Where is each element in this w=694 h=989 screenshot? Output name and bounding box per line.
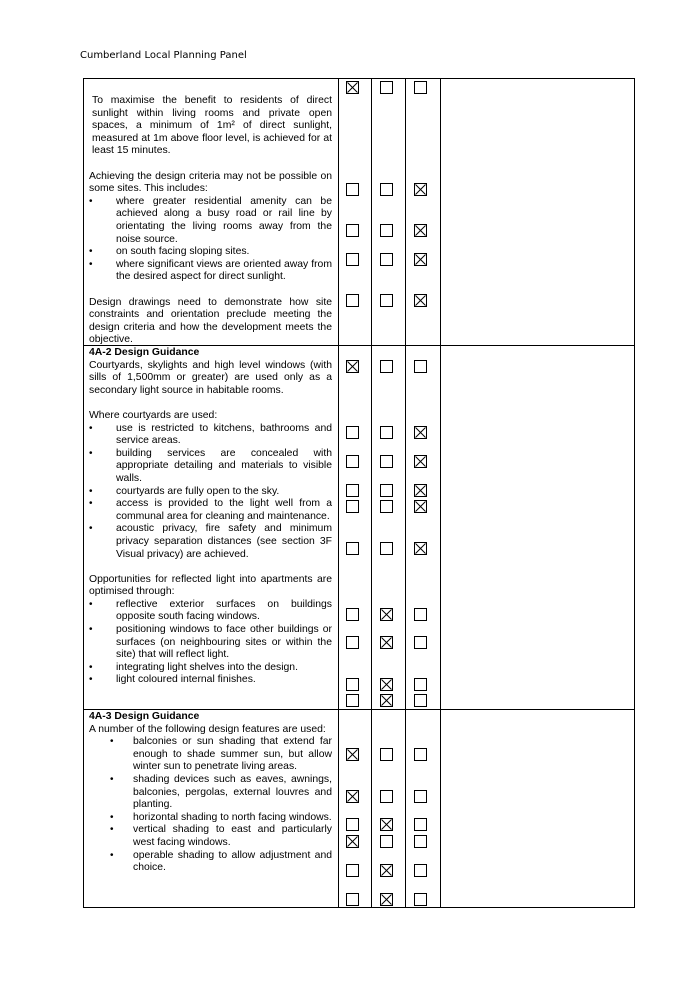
checkbox-checked[interactable]: [346, 790, 359, 803]
checkbox-checked[interactable]: [346, 81, 359, 94]
bullet-item: • access is provided to the light well from a communal area for cleaning and maintenance.: [89, 498, 332, 523]
checkbox-unchecked[interactable]: [380, 81, 393, 94]
checkbox-unchecked[interactable]: [380, 455, 393, 468]
checkbox-checked[interactable]: [414, 426, 427, 439]
checkbox-checked[interactable]: [346, 835, 359, 848]
checkbox-unchecked[interactable]: [414, 360, 427, 373]
page-header: Cumberland Local Planning Panel: [80, 50, 247, 61]
checkbox-checked[interactable]: [380, 608, 393, 621]
checkbox-unchecked[interactable]: [346, 694, 359, 707]
checkbox-checked[interactable]: [414, 455, 427, 468]
checkbox-unchecked[interactable]: [414, 835, 427, 848]
paragraph: Design drawings need to demonstrate how site constraints and orientation preclude meeting the design criteria and how the development meets the objective.: [89, 296, 332, 346]
bullet-item: • balconies or sun shading that extend far enough to shade summer sun, but allow winter sun to penetrate living areas.: [89, 736, 332, 774]
paragraph: Where courtyards are used:: [89, 409, 218, 421]
checkbox-checked[interactable]: [380, 893, 393, 906]
bullet-item: • use is restricted to kitchens, bathrooms and service areas.: [89, 423, 332, 448]
checkbox-unchecked[interactable]: [346, 678, 359, 691]
bullet-item: • reflective exterior surfaces on buildings opposite south facing windows.: [89, 599, 332, 624]
checkbox-unchecked[interactable]: [346, 608, 359, 621]
checkbox-unchecked[interactable]: [414, 893, 427, 906]
checkbox-unchecked[interactable]: [380, 484, 393, 497]
section-3-text: [89, 711, 332, 875]
bullet-item: • vertical shading to east and particularly west facing windows.: [89, 824, 332, 849]
checkbox-unchecked[interactable]: [346, 542, 359, 555]
checkbox-unchecked[interactable]: [380, 294, 393, 307]
bullet-item: • positioning windows to face other buildings or surfaces (on neighbouring sites or within the site) that will reflect light.: [89, 624, 332, 662]
checkbox-unchecked[interactable]: [346, 484, 359, 497]
checkbox-unchecked[interactable]: [414, 790, 427, 803]
bullet-item: • acoustic privacy, fire safety and minimum privacy separation distances (see section 3F Visual privacy) are achieved.: [89, 523, 332, 561]
checkbox-checked[interactable]: [380, 818, 393, 831]
bullet-item: • light coloured internal finishes.: [89, 674, 332, 687]
checkbox-unchecked[interactable]: [380, 542, 393, 555]
checkbox-unchecked[interactable]: [346, 864, 359, 877]
bullet-item: • where significant views are oriented away from the desired aspect for direct sunlight.: [89, 259, 332, 284]
checkbox-checked[interactable]: [380, 864, 393, 877]
checkbox-checked[interactable]: [380, 678, 393, 691]
bullet-item: • shading devices such as eaves, awnings, balconies, pergolas, external louvres and planting.: [89, 774, 332, 812]
bullet-item: • building services are concealed with appropriate detailing and materials to visible walls.: [89, 448, 332, 486]
checkbox-unchecked[interactable]: [380, 224, 393, 237]
checkbox-unchecked[interactable]: [346, 426, 359, 439]
bullet-item: • operable shading to allow adjustment and choice.: [89, 850, 332, 875]
checkbox-unchecked[interactable]: [414, 608, 427, 621]
checkbox-checked[interactable]: [414, 500, 427, 513]
checkbox-unchecked[interactable]: [346, 294, 359, 307]
checkbox-unchecked[interactable]: [380, 835, 393, 848]
checkbox-unchecked[interactable]: [414, 636, 427, 649]
checkbox-unchecked[interactable]: [346, 224, 359, 237]
bullet-item: • where greater residential amenity can be achieved along a busy road or rail line by orientating the living rooms away from the noise source.: [89, 196, 332, 246]
checkbox-unchecked[interactable]: [380, 500, 393, 513]
checkbox-unchecked[interactable]: [380, 790, 393, 803]
checkbox-checked[interactable]: [414, 183, 427, 196]
checkbox-unchecked[interactable]: [414, 748, 427, 761]
checkbox-checked[interactable]: [414, 542, 427, 555]
checkbox-unchecked[interactable]: [346, 183, 359, 196]
checkbox-unchecked[interactable]: [380, 426, 393, 439]
paragraph: Opportunities for reflected light into apartments are optimised through:: [89, 573, 332, 598]
checkbox-checked[interactable]: [414, 484, 427, 497]
section-heading: 4A-2 Design Guidance: [89, 347, 200, 358]
checkbox-unchecked[interactable]: [414, 81, 427, 94]
checkbox-unchecked[interactable]: [346, 818, 359, 831]
section-2-text: [89, 347, 332, 687]
checkbox-checked[interactable]: [380, 636, 393, 649]
checkbox-unchecked[interactable]: [346, 455, 359, 468]
checkbox-unchecked[interactable]: [414, 678, 427, 691]
section-1-text: [89, 95, 332, 347]
checkbox-unchecked[interactable]: [346, 636, 359, 649]
paragraph: To maximise the benefit to residents of direct sunlight within living rooms and private open spaces, a minimum of 1m² of direct sunlight, measured at 1m above floor level, is achieved for at least 15 minutes.: [92, 95, 332, 157]
checkbox-unchecked[interactable]: [380, 360, 393, 373]
checkbox-unchecked[interactable]: [414, 818, 427, 831]
checkbox-unchecked[interactable]: [414, 694, 427, 707]
checkbox-checked[interactable]: [414, 224, 427, 237]
bullet-item: • integrating light shelves into the design.: [89, 662, 332, 675]
paragraph: Achieving the design criteria may not be possible on some sites. This includes:: [89, 170, 332, 195]
bullet-item: • courtyards are fully open to the sky.: [89, 486, 332, 499]
checkbox-checked[interactable]: [346, 748, 359, 761]
checkbox-unchecked[interactable]: [346, 500, 359, 513]
bullet-item: • horizontal shading to north facing windows.: [89, 812, 332, 825]
paragraph: Courtyards, skylights and high level windows (with sills of 1,500mm or greater) are used only as a secondary light source in habitable rooms.: [89, 359, 332, 396]
checkbox-unchecked[interactable]: [380, 253, 393, 266]
checkbox-checked[interactable]: [346, 360, 359, 373]
bullet-item: • on south facing sloping sites.: [89, 246, 332, 259]
paragraph: A number of the following design features are used:: [89, 723, 326, 735]
section-heading: 4A-3 Design Guidance: [89, 711, 200, 722]
checkbox-checked[interactable]: [414, 253, 427, 266]
checkbox-unchecked[interactable]: [346, 893, 359, 906]
checkbox-unchecked[interactable]: [380, 183, 393, 196]
checkbox-unchecked[interactable]: [346, 253, 359, 266]
checkbox-checked[interactable]: [414, 294, 427, 307]
checkbox-unchecked[interactable]: [380, 748, 393, 761]
checkbox-checked[interactable]: [380, 694, 393, 707]
checkbox-unchecked[interactable]: [414, 864, 427, 877]
